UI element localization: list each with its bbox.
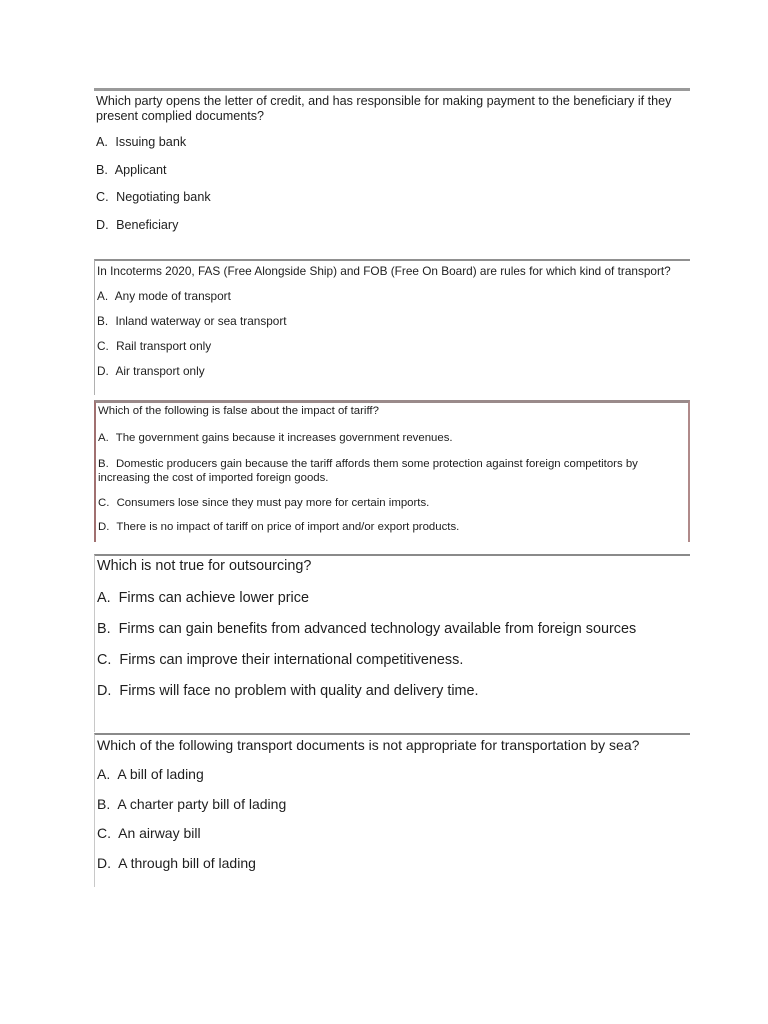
question-text: Which of the following transport documents is not appropriate for transportation by sea? — [97, 737, 640, 753]
question-block-3 — [94, 400, 690, 542]
option-a: A. Any mode of transport — [97, 289, 231, 303]
question-block-2 — [94, 259, 690, 395]
question-text: In Incoterms 2020, FAS (Free Alongside Ship) and FOB (Free On Board) are rules for which kind of transport? — [97, 264, 671, 278]
option-c: C. Rail transport only — [97, 339, 212, 353]
question-text: Which is not true for outsourcing? — [97, 558, 312, 574]
question-text: Which party opens the letter of credit, and has responsible for making payment to the beneficiary if they present complied documents? — [96, 94, 672, 124]
option-c: C. Firms can improve their international competitiveness. — [97, 652, 464, 668]
option-d: D. Beneficiary — [96, 218, 179, 232]
option-b: B. Inland waterway or sea transport — [97, 314, 287, 328]
question-block-4 — [94, 554, 690, 732]
option-d: D. A through bill of lading — [97, 855, 256, 871]
option-d: D. Air transport only — [97, 364, 205, 378]
question-block-5 — [94, 733, 690, 887]
option-a: A. A bill of lading — [97, 766, 204, 782]
option-b: B. Applicant — [96, 163, 167, 177]
option-d: D. There is no impact of tariff on price of import and/or export products. — [98, 521, 460, 533]
option-b: B. Domestic producers gain because the tariff affords them some protection against foreign competitors by increasing the cost of imported foreign goods. — [98, 458, 638, 484]
question-block-1 — [94, 88, 690, 248]
option-b: B. A charter party bill of lading — [97, 796, 287, 812]
option-a: A. The government gains because it increases government revenues. — [98, 432, 453, 444]
question-text: Which of the following is false about the impact of tariff? — [98, 405, 379, 417]
option-a: A. Firms can achieve lower price — [97, 590, 309, 606]
option-c: C. Negotiating bank — [96, 190, 211, 204]
option-c: C. An airway bill — [97, 825, 201, 841]
option-c: C. Consumers lose since they must pay more for certain imports. — [98, 497, 430, 509]
option-b: B. Firms can gain benefits from advanced technology available from foreign sources — [97, 621, 637, 637]
option-d: D. Firms will face no problem with quality and delivery time. — [97, 683, 479, 699]
option-a: A. Issuing bank — [96, 135, 187, 149]
